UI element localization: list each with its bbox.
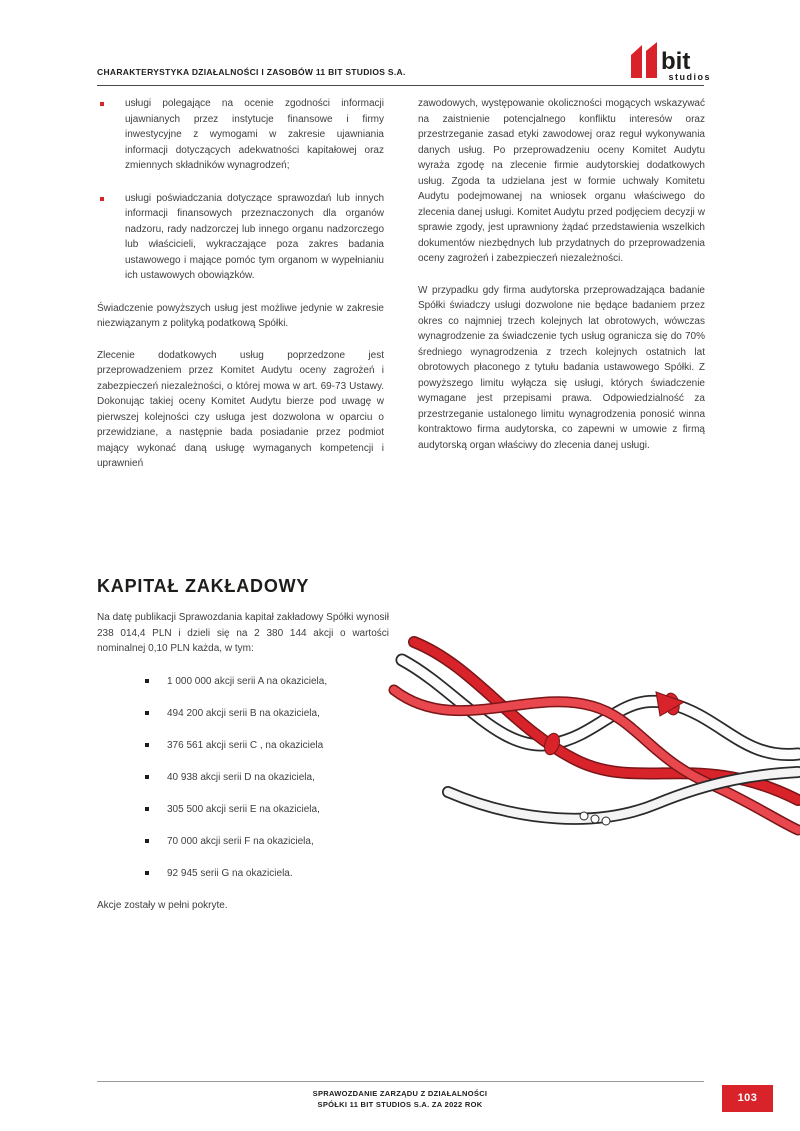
share-list-item: [97, 866, 397, 881]
page-number-badge: 103: [722, 1085, 773, 1112]
company-logo-icon: [626, 42, 712, 82]
square-bullet-icon: [145, 775, 149, 779]
share-series-list: [97, 674, 397, 898]
bullet-text: usługi poświadczania dotyczące sprawozdań lub innych informacji finansowych przeznaczonych dla organów nadzoru, rady nadzorczej lub innego organu nadzorczego lub właścicieli, wykraczające poza zakres badania ustawowego i mające pomóc tym organom w wypełnianiu ich ustawowych obowiązków.: [125, 192, 384, 281]
share-list-item: [97, 802, 397, 817]
rope-illustration: [388, 632, 800, 864]
share-list-text: 376 561 akcji serii C , na okaziciela: [167, 740, 324, 751]
square-bullet-icon: [145, 679, 149, 683]
footer-line1: SPRAWOZDANIE ZARZĄDU Z DZIAŁALNOŚCI: [312, 1089, 488, 1098]
square-bullet-icon: [145, 839, 149, 843]
share-list-text: 494 200 akcji serii B na okaziciela,: [167, 708, 320, 719]
header-divider: [97, 85, 704, 86]
paragraph: Świadczenie powyższych usług jest możliwe jedynie w zakresie niezwiązanym z polityką podatkową Spółki.: [97, 302, 384, 329]
share-list-text: 305 500 akcji serii E na okaziciela,: [167, 804, 320, 815]
logo-bit-text: bit: [661, 48, 691, 75]
bullet-text: usługi polegające na ocenie zgodności informacji ujawnianych przez instytucje finansowe i firmy inwestycyjne z wymogami w zakresie ujawniania informacji dotyczących adekwatności kapitałowej oraz zmiennych składników wynagrodzeń;: [125, 98, 384, 171]
paragraph: W przypadku gdy firma audytorska przeprowadzająca badanie Spółki świadczy usługi dozwolone nie będące badaniem przez okres co najmniej trzech kolejnych lat obrotowych, wówczas wynagrodzenie za świadczenie tych usług ogranicza się do 70% średniego wynagrodzenia z trzech kolejnych ostatnich lat obrotowych płaconego z tytułu badania ustawowego Spółki. Z powyższego limitu wyłącza się usługi, których świadczenie wymagane jest przepisami prawa. Odpowiedzialność za przestrzeganie ustalonego limitu wynagrodzenia ponosić winna kontraktowo firma audytorska, co zapewni w umowie z firmą audytorską organ właściwy do zlecenia danej usługi.: [418, 284, 705, 451]
footer-divider: [97, 1081, 704, 1082]
square-bullet-icon: [145, 743, 149, 747]
share-list-text: 40 938 akcji serii D na okaziciela,: [167, 772, 315, 783]
share-list-item: [97, 770, 397, 785]
square-bullet-icon: [145, 807, 149, 811]
section-heading: KAPITAŁ ZAKŁADOWY: [97, 576, 310, 596]
share-list-text: 92 945 serii G na okaziciela.: [167, 868, 293, 879]
footer-text: [0, 1088, 800, 1110]
square-bullet-icon: [145, 871, 149, 875]
share-list-text: 1 000 000 akcji serii A na okaziciela,: [167, 676, 328, 687]
list-item: [97, 191, 384, 284]
logo-studios-text: studios: [668, 72, 711, 82]
footer-line2: SPÓŁKI 11 BIT STUDIOS S.A. ZA 2022 ROK: [317, 1100, 483, 1109]
company-logo: [626, 42, 712, 82]
rope-illustration-icon: [388, 632, 800, 864]
share-list-item: [97, 706, 397, 721]
body-columns: [97, 96, 705, 472]
paragraph: Zlecenie dodatkowych usług poprzedzone jest przeprowadzeniem przez Komitet Audytu oceny zagrożeń i zabezpieczeń niezależności, o której mowa w art. 69-73 Ustawy. Dokonując takiej oceny Komitet Audytu bierze pod uwagę w pierwszej kolejności czy usługa jest dozwolona w oparciu o przewidziane, a następnie bada posiadanie przez podmiot mający wykonać daną usługę wymaganych kompetencji i uprawnień: [97, 349, 384, 469]
section-intro: Na datę publikacji Sprawozdania kapitał zakładowy Spółki wynosił 238 014,4 PLN i dzieli się na 2 380 144 akcji o wartości nominalnej 0,10 PLN każda, w tym:: [97, 612, 389, 654]
right-column: [418, 96, 705, 472]
list-item: [97, 96, 384, 174]
share-list-text: 70 000 akcji serii F na okaziciela,: [167, 836, 314, 847]
share-list-item: [97, 674, 397, 689]
share-list-item: [97, 834, 397, 849]
paragraph: zawodowych, występowanie okoliczności mogących wskazywać na zaistnienie potencjalnego konfliktu interesów oraz przestrzeganie zasad etyki zawodowej oraz reguł wykonywania danych usług. Po przeprowadzeniu oceny Komitet Audytu wyraża zgodę na zlecenie firmie audytorskiej dodatkowych usług. Zgoda ta udzielana jest w formie uchwały Komitetu Audytu podejmowanej na wniosek organu właściwego do zlecenia danej usługi. Komitet Audytu przed podjęciem decyzji w sprawie zgody, jest uprawniony żądać przedstawienia wszelkich dokumentów niezbędnych lub przydatnych do przeprowadzenia oceny zagrożeń i zabezpieczeń niezależności.: [418, 98, 705, 264]
left-column: [97, 96, 384, 472]
section-closing: Akcje zostały w pełni pokryte.: [97, 900, 228, 911]
page-header-title: CHARAKTERYSTYKA DZIAŁALNOŚCI I ZASOBÓW 11 BIT STUDIOS S.A.: [97, 67, 406, 77]
red-square-bullet-icon: [100, 102, 104, 106]
square-bullet-icon: [145, 711, 149, 715]
red-square-bullet-icon: [100, 197, 104, 201]
share-list-item: [97, 738, 397, 753]
